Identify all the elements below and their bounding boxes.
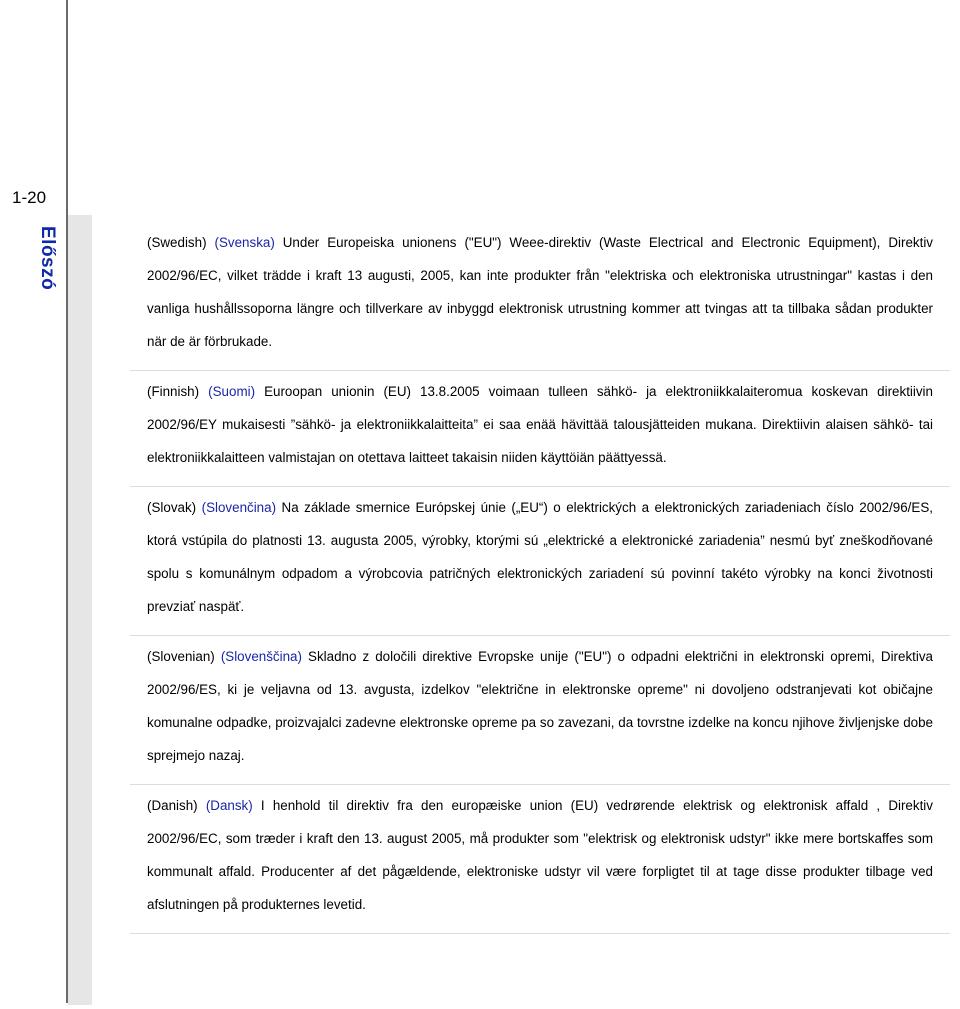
divider [130, 486, 950, 487]
paragraph-slovenian [147, 640, 933, 772]
language-name: (Danish) [147, 798, 198, 813]
document-body [147, 226, 933, 938]
section-tab [68, 215, 92, 1005]
paragraph-finnish [147, 375, 933, 474]
paragraph-slovak [147, 491, 933, 623]
language-native-name: (Dansk) [205, 798, 253, 813]
paragraph-text: Na základe smernice Európskej únie („EU“) o elektrických a elektronických zariadeniach číslo 2002/96/ES, ktorá vstúpila do platnosti 13. augusta 2005, výrobky, ktorými sú „elektrické a elektronické zariadenia” nesmú byť zneškodňované spolu s komunálnym odpadom a výrobcovia patričných elektronických zariadení sú povinní takéto výrobky na konci životnosti prevziať naspäť. [147, 500, 933, 614]
language-native-name: (Slovenščina) [220, 649, 302, 664]
paragraph-text: Under Europeiska unionens ("EU") Weee-direktiv (Waste Electrical and Electronic Equipment), Direktiv 2002/96/EC, vilket trädde i kraft 13 augusti, 2005, kan inte produkter från "elektriska och elektroniska utrustningar" kastas i den vanliga hushållssoporna längre och tillverkare av inbyggd elektronisk utrustning kommer att tvingas att ta tillbaka sådan produkter när de är förbrukade. [147, 235, 933, 349]
paragraph-swedish [147, 226, 933, 358]
divider [130, 933, 950, 934]
divider [130, 784, 950, 785]
paragraph-danish [147, 789, 933, 921]
language-name: (Slovak) [147, 500, 197, 515]
divider [130, 370, 950, 371]
paragraph-text: I henhold til direktiv fra den europæiske union (EU) vedrørende elektrisk og elektronisk affald , Direktiv 2002/96/EC, som træder i kraft den 13. august 2005, må produkter som "elektrisk og elektronisk udstyr" ikke mere bortskaffes som kommunalt affald. Producenter af det pågældende, elektroniske udstyr vil være forpligtet til at tage disse produkter tilbage ved afslutningen på produkternes levetid. [147, 798, 933, 912]
language-native-name: (Slovenčina) [201, 500, 277, 515]
paragraph-text: Euroopan unionin (EU) 13.8.2005 voimaan tulleen sähkö- ja elektroniikkalaiteromua koskevan direktiivin 2002/96/EY mukaisesti ”sähkö- ja elektroniikkalaitteita” ei saa enää hävittää talousjätteiden mukana. Direktiivin alaisen sähkö- tai elektroniikkalaitteen valmistajan on otettava laitteet takaisin niiden käyttöiän päättyessä. [147, 384, 933, 465]
language-native-name: (Svenska) [214, 235, 275, 250]
language-name: (Swedish) [147, 235, 207, 250]
paragraph-text: Skladno z določili direktive Evropske unije ("EU") o odpadni električni in elektronski opremi, Direktiva 2002/96/ES, ki je veljavna od 13. avgusta, izdelkov "električne in elektronske opreme" ni dovoljeno odstranjevati kot običajne komunalne odpadke, proizvajalci zadevne elektronske opreme pa so zavezani, da tovrstne izdelke na koncu njihove življenjske dobe sprejmejo nazaj. [147, 649, 933, 763]
section-title: Előszó [37, 226, 58, 291]
page-number: 1-20 [12, 188, 47, 207]
language-name: (Finnish) [147, 384, 200, 399]
divider [130, 635, 950, 636]
language-native-name: (Suomi) [208, 384, 256, 399]
language-name: (Slovenian) [147, 649, 215, 664]
